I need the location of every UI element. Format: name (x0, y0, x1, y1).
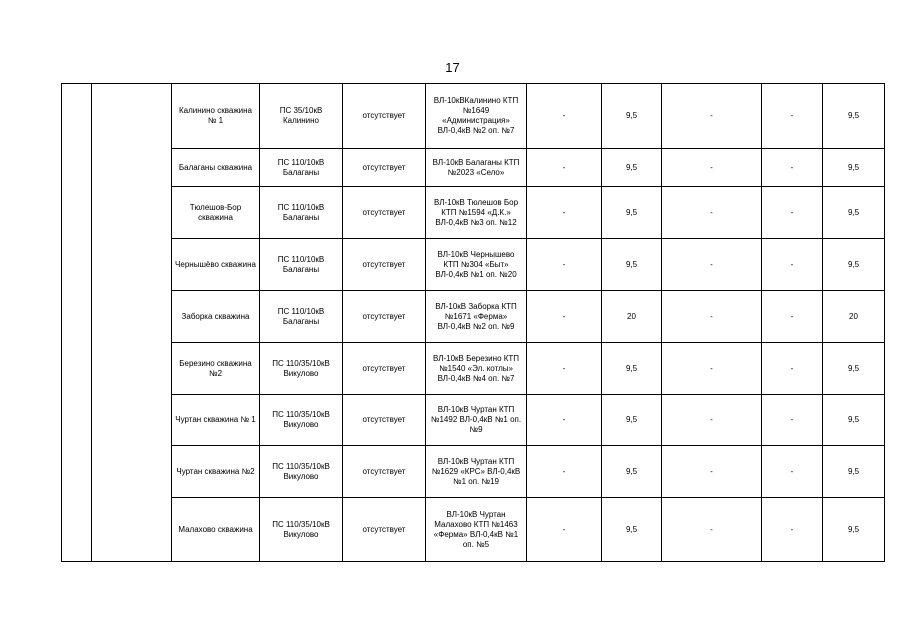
merged-cell-1 (62, 84, 92, 562)
cell-col7: 9,5 (602, 84, 662, 149)
cell-col8: - (662, 498, 762, 562)
cell-col8: - (662, 239, 762, 291)
cell-line: ВЛ-10кВКалинино КТП №1649 «Администрация» ВЛ-0,4кВ №2 оп. №7 (426, 84, 527, 149)
cell-col6: - (527, 395, 602, 446)
table-row (62, 149, 885, 187)
table-row (62, 395, 885, 446)
cell-substation: ПС 110/10кВ Балаганы (260, 187, 343, 239)
cell-name: Березино скважина №2 (172, 343, 260, 395)
cell-col9: - (762, 343, 823, 395)
cell-col8: - (662, 187, 762, 239)
cell-col7: 9,5 (602, 343, 662, 395)
cell-col6: - (527, 149, 602, 187)
cell-col9: - (762, 446, 823, 498)
cell-col9: - (762, 239, 823, 291)
data-table (61, 83, 885, 562)
cell-line: ВЛ-10кВ Чуртан КТП №1492 ВЛ-0,4кВ №1 оп. №9 (426, 395, 527, 446)
cell-col10: 9,5 (823, 149, 885, 187)
page-number: 17 (445, 60, 460, 75)
cell-col9: - (762, 84, 823, 149)
cell-substation: ПС 110/35/10кВ Викулово (260, 395, 343, 446)
table-row (62, 187, 885, 239)
cell-col6: - (527, 187, 602, 239)
table-row (62, 343, 885, 395)
cell-name: Малахово скважина (172, 498, 260, 562)
cell-col7: 9,5 (602, 446, 662, 498)
cell-col9: - (762, 395, 823, 446)
cell-col10: 9,5 (823, 187, 885, 239)
cell-col6: - (527, 239, 602, 291)
cell-substation: ПС 110/10кВ Балаганы (260, 239, 343, 291)
cell-name: Тюлешов-Бор скважина (172, 187, 260, 239)
cell-col10: 9,5 (823, 498, 885, 562)
cell-col7: 9,5 (602, 187, 662, 239)
cell-status: отсутствует (343, 187, 426, 239)
cell-line: ВЛ-10кВ Чуртан КТП №1629 «КРС» ВЛ-0,4кВ №1 оп. №19 (426, 446, 527, 498)
cell-col10: 20 (823, 291, 885, 343)
cell-col6: - (527, 84, 602, 149)
cell-status: отсутствует (343, 291, 426, 343)
cell-substation: ПС 35/10кВ Калинино (260, 84, 343, 149)
cell-col9: - (762, 187, 823, 239)
table-row (62, 446, 885, 498)
cell-col6: - (527, 446, 602, 498)
cell-col8: - (662, 446, 762, 498)
cell-col9: - (762, 291, 823, 343)
merged-cell-2 (92, 84, 172, 562)
cell-line: ВЛ-10кВ Тюлешов Бор КТП №1594 «Д.К.» ВЛ-0,4кВ №3 оп. №12 (426, 187, 527, 239)
cell-status: отсутствует (343, 395, 426, 446)
table-row (62, 239, 885, 291)
table-row (62, 498, 885, 562)
cell-line: ВЛ-10кВ Чуртан Малахово КТП №1463 «Ферма» ВЛ-0,4кВ №1 оп. №5 (426, 498, 527, 562)
cell-name: Чернышёво скважина (172, 239, 260, 291)
table-body (62, 84, 885, 562)
cell-status: отсутствует (343, 149, 426, 187)
cell-status: отсутствует (343, 84, 426, 149)
cell-status: отсутствует (343, 446, 426, 498)
cell-col7: 9,5 (602, 149, 662, 187)
table-row (62, 84, 885, 149)
cell-substation: ПС 110/35/10кВ Викулово (260, 343, 343, 395)
cell-substation: ПС 110/10кВ Балаганы (260, 291, 343, 343)
cell-name: Чуртан скважина № 1 (172, 395, 260, 446)
cell-line: ВЛ-10кВ Заборка КТП №1671 «Ферма» ВЛ-0,4кВ №2 оп. №9 (426, 291, 527, 343)
cell-col7: 9,5 (602, 239, 662, 291)
cell-col7: 20 (602, 291, 662, 343)
cell-col8: - (662, 149, 762, 187)
cell-col10: 9,5 (823, 395, 885, 446)
cell-col7: 9,5 (602, 498, 662, 562)
cell-name: Заборка скважина (172, 291, 260, 343)
cell-col8: - (662, 291, 762, 343)
cell-line: ВЛ-10кВ Березино КТП №1540 «Эл. котлы» ВЛ-0,4кВ №4 оп. №7 (426, 343, 527, 395)
cell-line: ВЛ-10кВ Чернышево КТП №304 «Быт» ВЛ-0,4кВ №1 оп. №20 (426, 239, 527, 291)
cell-status: отсутствует (343, 239, 426, 291)
cell-status: отсутствует (343, 343, 426, 395)
cell-status: отсутствует (343, 498, 426, 562)
cell-substation: ПС 110/35/10кВ Викулово (260, 498, 343, 562)
cell-col8: - (662, 395, 762, 446)
cell-col6: - (527, 343, 602, 395)
cell-col10: 9,5 (823, 84, 885, 149)
cell-line: ВЛ-10кВ Балаганы КТП №2023 «Село» (426, 149, 527, 187)
cell-substation: ПС 110/10кВ Балаганы (260, 149, 343, 187)
cell-name: Чуртан скважина №2 (172, 446, 260, 498)
cell-name: Балаганы скважина (172, 149, 260, 187)
cell-col9: - (762, 149, 823, 187)
cell-substation: ПС 110/35/10кВ Викулово (260, 446, 343, 498)
cell-col7: 9,5 (602, 395, 662, 446)
cell-col10: 9,5 (823, 446, 885, 498)
cell-col6: - (527, 291, 602, 343)
cell-name: Калинино скважина № 1 (172, 84, 260, 149)
cell-col10: 9,5 (823, 343, 885, 395)
cell-col10: 9,5 (823, 239, 885, 291)
table-row (62, 291, 885, 343)
cell-col8: - (662, 84, 762, 149)
cell-col6: - (527, 498, 602, 562)
cell-col9: - (762, 498, 823, 562)
cell-col8: - (662, 343, 762, 395)
